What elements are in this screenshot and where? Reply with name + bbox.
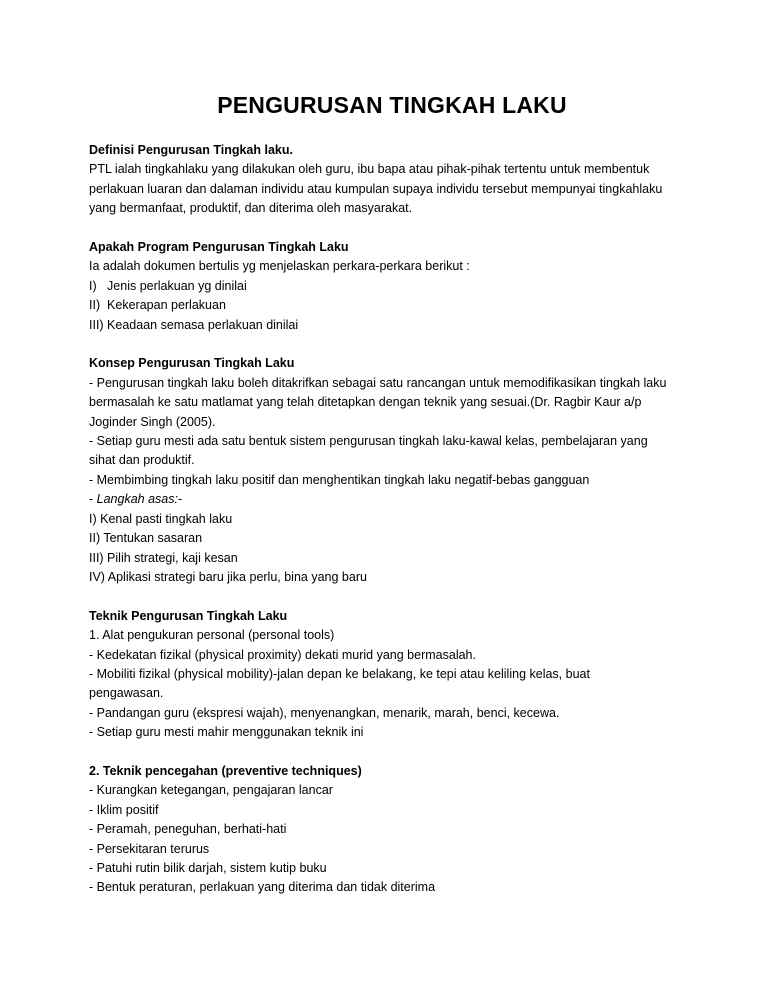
list-item: II) Kekerapan perlakuan bbox=[89, 298, 226, 313]
list-item: - Persekitaran terurus bbox=[89, 841, 210, 856]
list-item: - Bentuk peraturan, perlakuan yang diterima dan tidak diterima bbox=[89, 880, 436, 895]
document-title: PENGURUSAN TINGKAH LAKU bbox=[217, 92, 567, 118]
list-item: - Kurangkan ketegangan, pengajaran lancar bbox=[89, 783, 333, 798]
list-item: I) Jenis perlakuan yg dinilai bbox=[89, 278, 247, 293]
text-line: perlakuan luaran dan dalaman individu atau kumpulan supaya individu tersebut mempunyai tingkahlaku bbox=[89, 181, 663, 196]
list-item: - Iklim positif bbox=[89, 802, 159, 817]
section-heading: Teknik Pengurusan Tingkah Laku bbox=[89, 608, 288, 623]
langkah-asas-line bbox=[89, 490, 689, 509]
text-line: 1. Alat pengukuran personal (personal tools) bbox=[89, 628, 335, 643]
section-heading: Definisi Pengurusan Tingkah laku. bbox=[89, 143, 293, 157]
list-item: II) Tentukan sasaran bbox=[89, 531, 203, 546]
list-item: - Pandangan guru (ekspresi wajah), menyenangkan, menarik, marah, benci, kecewa. bbox=[89, 705, 560, 720]
list-item: IV) Aplikasi strategi baru jika perlu, bina yang baru bbox=[89, 569, 367, 584]
list-item: III) Pilih strategi, kaji kesan bbox=[89, 550, 238, 565]
list-item: - Mobiliti fizikal (physical mobility)-jalan depan ke belakang, ke tepi atau keliling kelas, buat bbox=[89, 666, 590, 681]
section-heading: Konsep Pengurusan Tingkah Laku bbox=[89, 356, 295, 371]
text-line: Joginder Singh (2005). bbox=[89, 414, 216, 429]
text-line: yang bermanfaat, produktif, dan diterima oleh masyarakat. bbox=[89, 201, 413, 216]
section-teknik bbox=[89, 607, 689, 743]
text-line: bermasalah ke satu matlamat yang telah ditetapkan dengan teknik yang sesuai.(Dr. Ragbir Kaur a/p bbox=[89, 395, 642, 410]
text-line: Ia adalah dokumen bertulis yg menjelaskan perkara-perkara berikut : bbox=[89, 259, 470, 274]
text-line: sihat dan produktif. bbox=[89, 453, 195, 468]
section-konsep bbox=[89, 354, 689, 587]
list-item: - Patuhi rutin bilik darjah, sistem kutip buku bbox=[89, 860, 327, 875]
langkah-label: Langkah asas: bbox=[96, 492, 178, 507]
list-item: - Kedekatan fizikal (physical proximity) dekati murid yang bermasalah. bbox=[89, 647, 476, 662]
text-line: - Setiap guru mesti ada satu bentuk sistem pengurusan tingkah laku-kawal kelas, pembelajaran yang bbox=[89, 434, 648, 449]
section-teknik-pencegahan bbox=[89, 762, 689, 898]
document-page bbox=[89, 92, 689, 917]
section-apakah-program bbox=[89, 238, 689, 335]
langkah-suffix: - bbox=[177, 492, 183, 507]
section-heading: 2. Teknik pencegahan (preventive techniques) bbox=[89, 763, 362, 778]
list-item: - Peramah, peneguhan, berhati-hati bbox=[89, 822, 287, 837]
text-line: PTL ialah tingkahlaku yang dilakukan oleh guru, ibu bapa atau pihak-pihak tertentu untuk membentuk bbox=[89, 162, 650, 177]
list-item: - Setiap guru mesti mahir menggunakan teknik ini bbox=[89, 725, 364, 740]
text-line: - Membimbing tingkah laku positif dan menghentikan tingkah laku negatif-bebas gangguan bbox=[89, 472, 590, 487]
langkah-prefix: - bbox=[89, 492, 97, 507]
section-heading: Apakah Program Pengurusan Tingkah Laku bbox=[89, 240, 349, 255]
text-line: pengawasan. bbox=[89, 686, 164, 701]
text-line: - Pengurusan tingkah laku boleh ditakrifkan sebagai satu rancangan untuk memodifikasikan tingkah laku bbox=[89, 375, 667, 390]
list-item: I) Kenal pasti tingkah laku bbox=[89, 511, 233, 526]
section-definisi bbox=[89, 141, 689, 219]
list-item: III) Keadaan semasa perlakuan dinilai bbox=[89, 317, 299, 332]
